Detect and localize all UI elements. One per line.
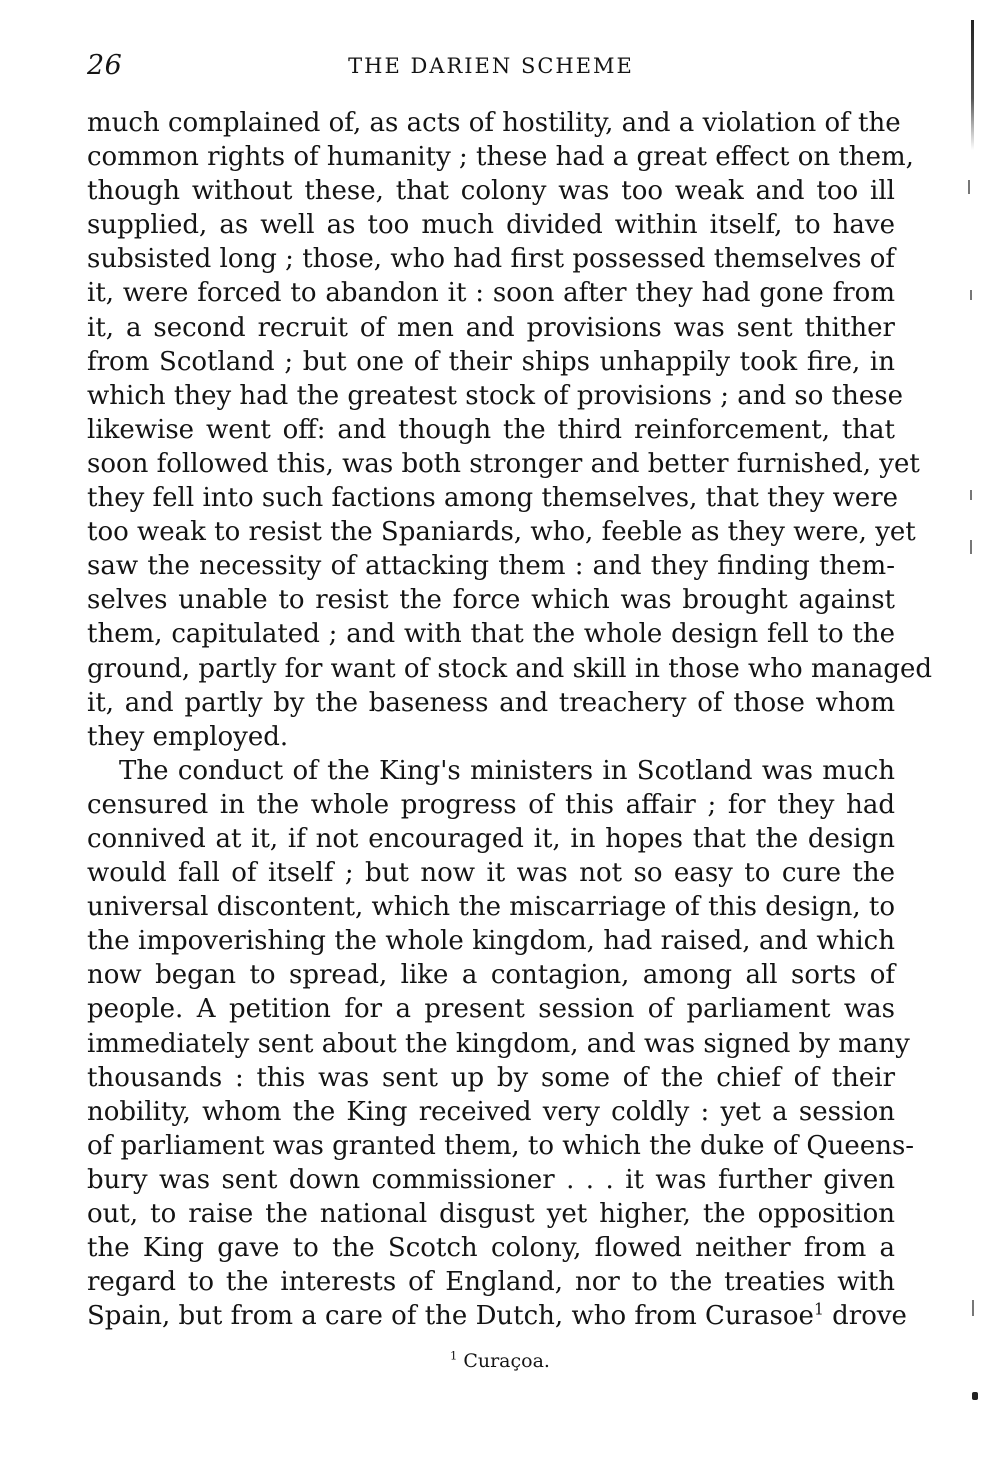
body-text	[87, 106, 933, 1333]
text-line: regard to the interests of England, nor to the treaties with	[87, 1267, 895, 1298]
text-line: of parliament was granted them, to which the duke of Queens-	[87, 1130, 915, 1161]
text-line: censured in the whole progress of this affair ; for they had	[87, 789, 895, 820]
scan-speck	[970, 490, 972, 500]
footnote	[0, 1350, 1000, 1372]
text-line: it, were forced to abandon it : soon after they had gone from	[87, 278, 895, 309]
text-line: now began to spread, like a contagion, among all sorts of	[87, 960, 895, 991]
text-line: saw the necessity of attacking them : and they finding them-	[87, 551, 895, 582]
text-line: too weak to resist the Spaniards, who, feeble as they were, yet	[87, 517, 916, 548]
text-line: common rights of humanity ; these had a great effect on them,	[87, 142, 914, 173]
text-line: it, a second recruit of men and provisions was sent thither	[87, 312, 895, 343]
text-line: ground, partly for want of stock and skill in those who managed	[87, 653, 933, 684]
text-line-final	[87, 1299, 907, 1333]
text-line: the impoverishing the whole kingdom, had raised, and which	[87, 926, 895, 957]
final-line-end: drove	[823, 1301, 907, 1332]
final-line-text: Spain, but from a care of the Dutch, who from Curasoe	[87, 1301, 814, 1332]
text-line: much complained of, as acts of hostility, and a violation of the	[87, 108, 901, 138]
text-line: The conduct of the King's ministers in Scotland was much	[119, 755, 895, 786]
text-line: thousands : this was sent up by some of the chief of their	[87, 1062, 895, 1093]
text-line: soon followed this, was both stronger and better furnished, yet	[87, 448, 920, 479]
text-line: connived at it, if not encouraged it, in hopes that the design	[87, 823, 895, 854]
running-title: THE DARIEN SCHEME	[348, 54, 634, 78]
text-line: selves unable to resist the force which was brought against	[87, 585, 895, 616]
footnote-text: Curaçoa.	[457, 1350, 550, 1372]
text-line: subsisted long ; those, who had first possessed themselves of	[87, 244, 895, 275]
scan-speck	[970, 290, 972, 300]
footnote-reference[interactable]: 1	[813, 1300, 824, 1319]
text-line: immediately sent about the kingdom, and was signed by many	[87, 1028, 910, 1059]
scan-edge-mark	[971, 20, 974, 150]
text-line: they fell into such factions among themselves, that they were	[87, 483, 899, 514]
text-line: though without these, that colony was too weak and too ill	[87, 176, 895, 207]
text-line: supplied, as well as too much divided within itself, to have	[87, 210, 895, 241]
scan-speck	[968, 180, 970, 194]
text-line: likewise went off: and though the third reinforcement, that	[87, 414, 895, 445]
page-header	[87, 50, 895, 90]
footnote-marker: 1	[450, 1348, 458, 1363]
paragraph-1	[87, 106, 933, 754]
text-line: them, capitulated ; and with that the whole design fell to the	[87, 619, 895, 650]
text-line: people. A petition for a present session of parliament was	[87, 994, 895, 1025]
text-line: universal discontent, which the miscarriage of this design, to	[87, 892, 895, 923]
text-line: the King gave to the Scotch colony, flowed neither from a	[87, 1233, 895, 1264]
paragraph-2	[87, 754, 915, 1334]
scan-dot	[972, 1392, 978, 1400]
text-line: nobility, whom the King received very coldly : yet a session	[87, 1096, 895, 1127]
scan-speck	[972, 1300, 974, 1316]
text-line: out, to raise the national disgust yet higher, the opposition	[87, 1199, 895, 1229]
text-line: would fall of itself ; but now it was not so easy to cure the	[87, 858, 895, 889]
scan-speck	[970, 540, 972, 554]
text-line: bury was sent down commissioner . . . it was further given	[87, 1164, 895, 1195]
text-line: which they had the greatest stock of provisions ; and so these	[87, 380, 903, 411]
text-line: from Scotland ; but one of their ships unhappily took fire, in	[87, 346, 895, 377]
page-number: 26	[87, 50, 123, 81]
text-line: they employed.	[87, 721, 289, 752]
text-line: it, and partly by the baseness and treachery of those whom	[87, 687, 895, 718]
